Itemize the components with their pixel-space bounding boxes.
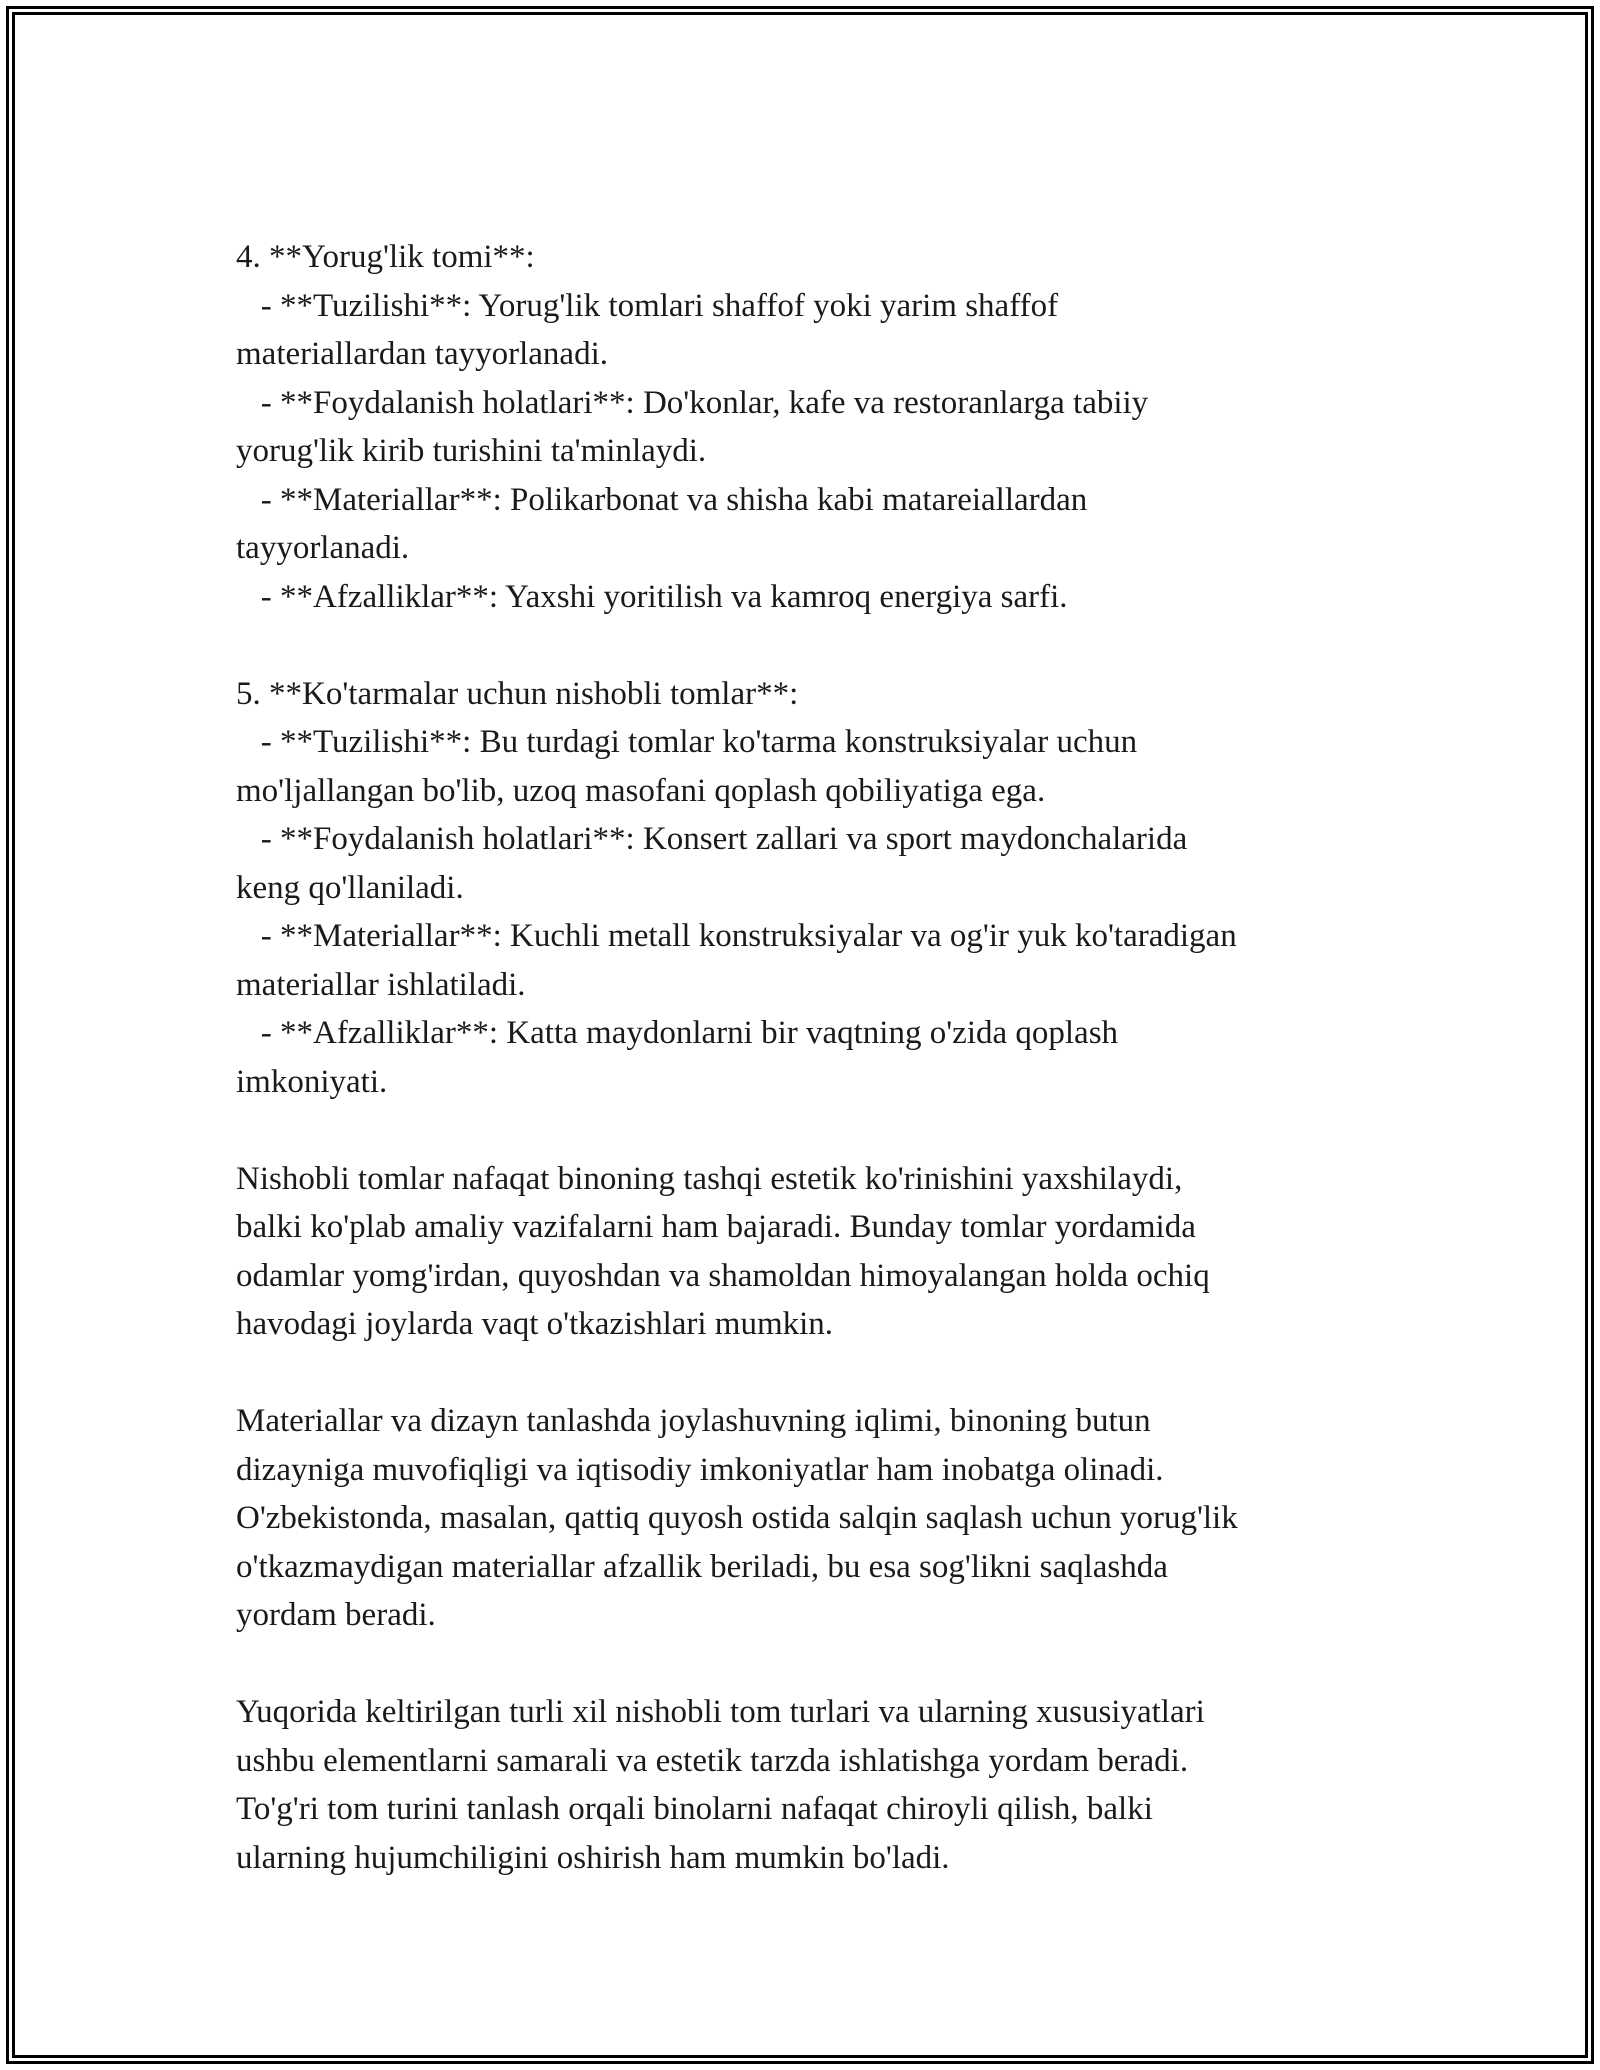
paragraph <box>236 1155 1356 1349</box>
text-line: imkoniyati. <box>236 1063 388 1100</box>
text-line: - **Tuzilishi**: Yorug'lik tomlari shaffof yoki yarim shaffof <box>236 287 1059 324</box>
text-line: yorug'lik kirib turishini ta'minlaydi. <box>236 433 707 469</box>
text-line: - **Materiallar**: Kuchli metall konstruksiyalar va og'ir yuk ko'taradigan <box>236 918 1237 954</box>
text-line: balki ko'plab amaliy vazifalarni ham bajaradi. Bunday tomlar yordamida <box>236 1209 1196 1245</box>
paragraph <box>236 1397 1356 1640</box>
document-body <box>236 233 1356 1882</box>
text-line: - **Materiallar**: Polikarbonat va shisha kabi matareiallardan <box>236 481 1088 518</box>
text-line: materiallardan tayyorlanadi. <box>236 336 608 372</box>
text-line: odamlar yomg'irdan, quyoshdan va shamoldan himoyalangan holda ochiq <box>236 1257 1210 1294</box>
text-line: yordam beradi. <box>236 1597 436 1633</box>
text-line: - **Afzalliklar**: Yaxshi yoritilish va kamroq energiya sarfi. <box>236 578 1068 615</box>
paragraph-gap <box>236 1349 1356 1398</box>
text-line: mo'ljallangan bo'lib, uzoq masofani qoplash qobiliyatiga ega. <box>236 772 1046 809</box>
text-line: - **Afzalliklar**: Katta maydonlarni bir vaqtning o'zida qoplash <box>236 1015 1119 1051</box>
text-line: materiallar ishlatiladi. <box>236 966 526 1003</box>
text-line: O'zbekistonda, masalan, qattiq quyosh ostida salqin saqlash uchun yorug'lik <box>236 1500 1238 1536</box>
text-line: o'tkazmaydigan materiallar afzallik beriladi, bu esa sog'likni saqlashda <box>236 1548 1168 1585</box>
text-line: Materiallar va dizayn tanlashda joylashuvning iqlimi, binoning butun <box>236 1403 1151 1439</box>
text-line: havodagi joylarda vaqt o'tkazishlari mumkin. <box>236 1306 834 1342</box>
text-line: ushbu elementlarni samarali va estetik tarzda ishlatishga yordam beradi. <box>236 1742 1189 1779</box>
paragraph-gap <box>236 1640 1356 1689</box>
paragraph-gap <box>236 1106 1356 1155</box>
text-line: ularning hujumchiligini oshirish ham mumkin bo'ladi. <box>236 1839 950 1876</box>
text-line: keng qo'llaniladi. <box>236 869 464 906</box>
list-item-heading: 4. **Yorug'lik tomi**: <box>236 239 535 275</box>
text-line: - **Foydalanish holatlari**: Do'konlar, kafe va restoranlarga tabiiy <box>236 384 1149 421</box>
text-line: Yuqorida keltirilgan turli xil nishobli tom turlari va ularning xususiyatlari <box>236 1694 1205 1730</box>
text-line: - **Foydalanish holatlari**: Konsert zallari va sport maydonchalarida <box>236 821 1188 857</box>
text-line: To'g'ri tom turini tanlash orqali binolarni nafaqat chiroyli qilish, balki <box>236 1791 1153 1827</box>
list-item-4 <box>236 233 1356 621</box>
text-line: tayyorlanadi. <box>236 530 410 566</box>
list-item-heading: 5. **Ko'tarmalar uchun nishobli tomlar**: <box>236 675 799 712</box>
paragraph-gap <box>236 621 1356 670</box>
text-line: Nishobli tomlar nafaqat binoning tashqi estetik ko'rinishini yaxshilaydi, <box>236 1160 1183 1197</box>
text-line: dizayniga muvofiqligi va iqtisodiy imkoniyatlar ham inobatga olinadi. <box>236 1451 1164 1488</box>
paragraph <box>236 1688 1356 1882</box>
list-item-5 <box>236 670 1356 1107</box>
text-line: - **Tuzilishi**: Bu turdagi tomlar ko'tarma konstruksiyalar uchun <box>236 724 1138 760</box>
